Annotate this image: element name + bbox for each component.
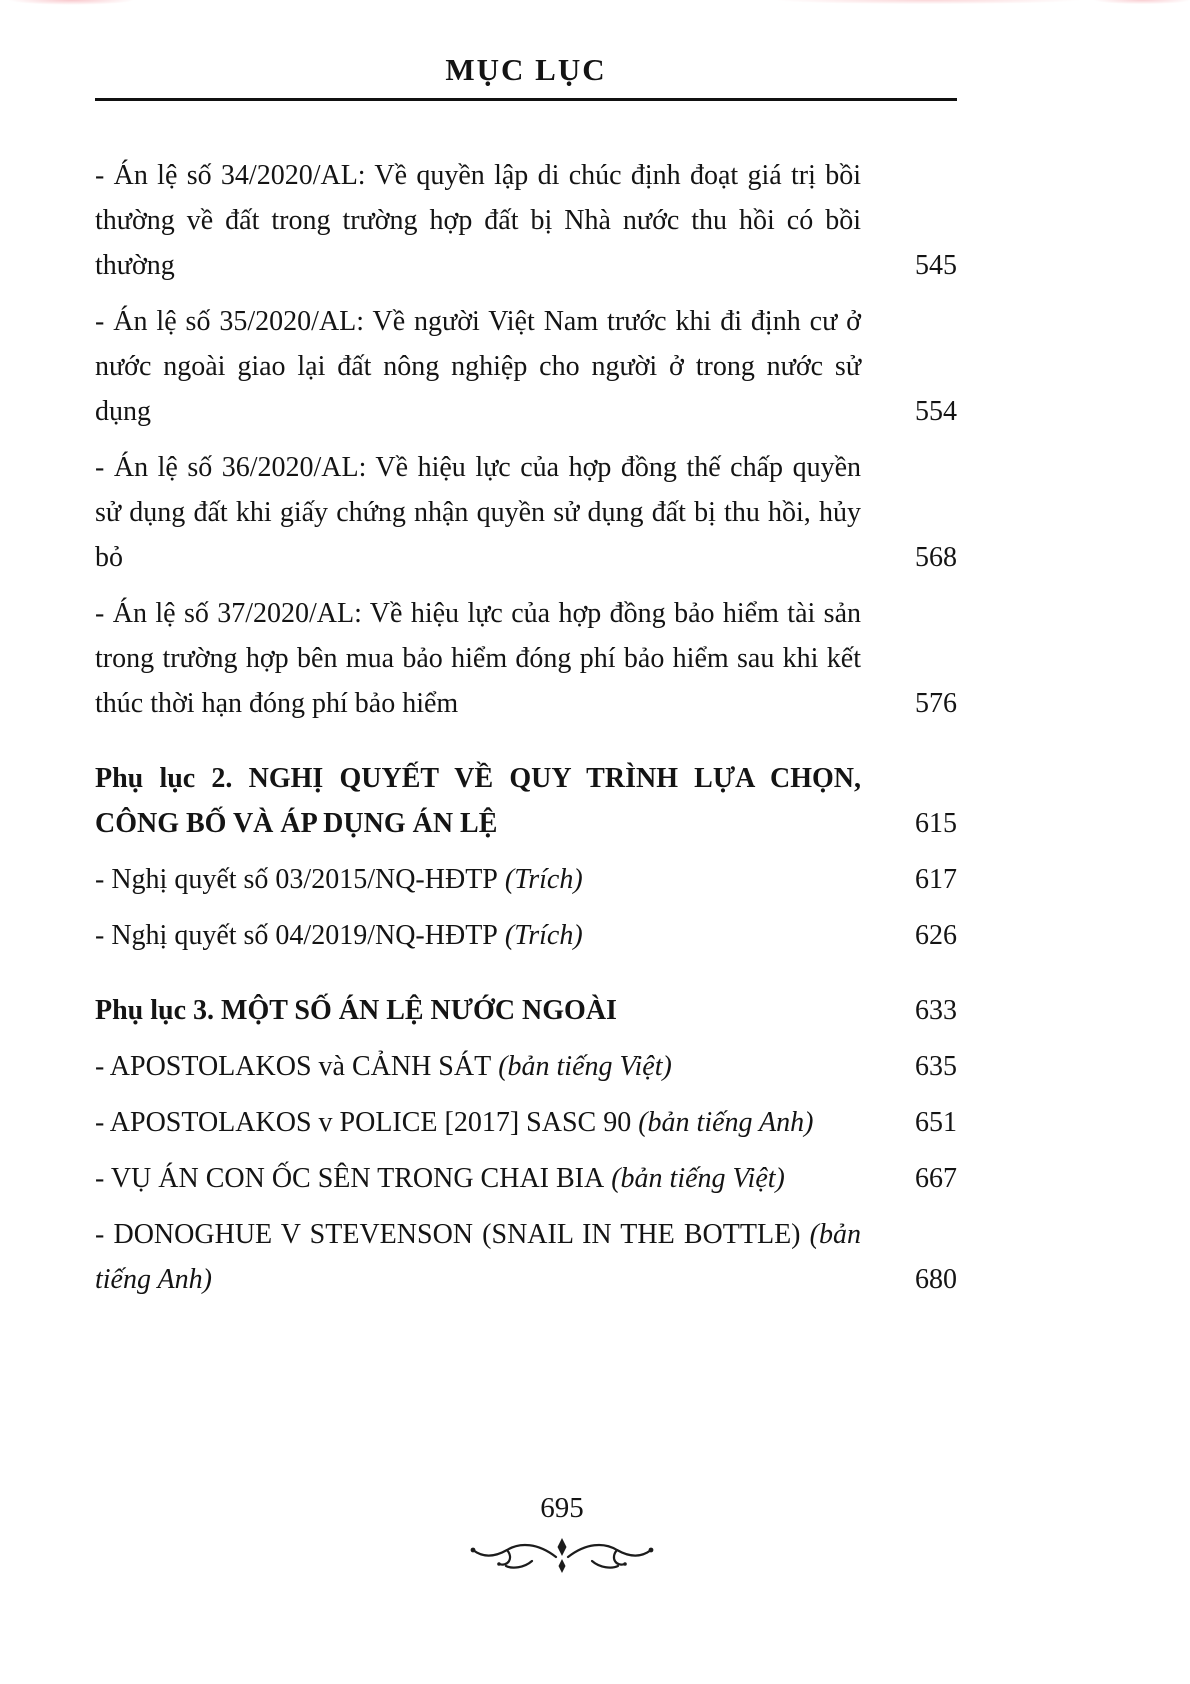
toc-entry-note: (bản tiếng Việt) <box>491 1051 672 1082</box>
toc-entry <box>95 1044 957 1089</box>
flourish-ornament-icon <box>462 1535 662 1584</box>
toc-entry-page: 635 <box>915 1051 957 1082</box>
toc-entry <box>95 1212 957 1302</box>
toc-entry-page: 576 <box>915 688 957 719</box>
toc-entry-text: - Án lệ số 37/2020/AL: Về hiệu lực của hợp đồng bảo hiểm tài sản trong trường hợp bên mua bảo hiểm đóng phí bảo hiểm sau khi kết thúc thời hạn đóng phí bảo hiểm <box>95 598 861 719</box>
page-footer <box>0 1491 1124 1584</box>
toc-entry-text: - Án lệ số 34/2020/AL: Về quyền lập di chúc định đoạt giá trị bồi thường về đất trong trường hợp đất bị Nhà nước thu hồi có bồi thường <box>95 160 861 281</box>
toc-entry-note: (bản tiếng Việt) <box>604 1163 785 1194</box>
page-title: MỤC LỤC <box>95 52 957 101</box>
toc-entry <box>95 913 957 958</box>
toc-entry-page: 568 <box>915 542 957 573</box>
toc-entry-text: - DONOGHUE V STEVENSON (SNAIL IN THE BOTTLE) <box>95 1219 801 1250</box>
toc-entry <box>95 1100 957 1145</box>
toc-entry-note: (bản tiếng Anh) <box>95 1219 861 1295</box>
toc-entry-text: - Nghị quyết số 04/2019/NQ-HĐTP <box>95 920 498 951</box>
toc-entry-text: - APOSTOLAKOS v POLICE [2017] SASC 90 <box>95 1107 632 1138</box>
toc-entry-page: 667 <box>915 1163 957 1194</box>
toc-entry-note: (bản tiếng Anh) <box>631 1107 814 1138</box>
toc-entry-page: 633 <box>915 995 957 1026</box>
toc-entry-page: 545 <box>915 250 957 281</box>
toc-entry-text: - APOSTOLAKOS và CẢNH SÁT <box>95 1051 492 1082</box>
toc-entry-text: Phụ lục 3. MỘT SỐ ÁN LỆ NƯỚC NGOÀI <box>95 995 617 1026</box>
toc-entry <box>95 1156 957 1201</box>
toc-entry <box>95 857 957 902</box>
toc-entry <box>95 445 957 580</box>
toc-entry-text: - Nghị quyết số 03/2015/NQ-HĐTP <box>95 864 498 895</box>
toc-entry-page: 617 <box>915 864 957 895</box>
toc-entry-page: 554 <box>915 396 957 427</box>
toc-entry-page: 651 <box>915 1107 957 1138</box>
toc-entry-page: 615 <box>915 808 957 839</box>
toc-entry <box>95 591 957 726</box>
toc-section-heading <box>95 756 957 846</box>
footer-page-number: 695 <box>540 1492 584 1524</box>
toc-entry-text: - Án lệ số 35/2020/AL: Về người Việt Nam trước khi đi định cư ở nước ngoài giao lại đất nông nghiệp cho người ở trong nước sử dụng <box>95 306 861 427</box>
toc-entry-text: Phụ lục 2. NGHỊ QUYẾT VỀ QUY TRÌNH LỰA CHỌN, CÔNG BỐ VÀ ÁP DỤNG ÁN LỆ <box>95 763 861 839</box>
toc-content <box>95 52 957 1313</box>
scan-artifact <box>0 0 1190 12</box>
toc-entry <box>95 153 957 288</box>
toc-entry-page: 626 <box>915 920 957 951</box>
toc-entry-page: 680 <box>915 1264 957 1295</box>
toc-entry <box>95 299 957 434</box>
toc-entry-text: - VỤ ÁN CON ỐC SÊN TRONG CHAI BIA <box>95 1163 605 1194</box>
toc-entry-note: (Trích) <box>497 864 583 895</box>
toc-entry-note: (Trích) <box>497 920 583 951</box>
toc-entry-text: - Án lệ số 36/2020/AL: Về hiệu lực của hợp đồng thế chấp quyền sử dụng đất khi giấy chứng nhận quyền sử dụng đất bị thu hồi, hủy bỏ <box>95 452 861 573</box>
toc-section-heading <box>95 988 957 1033</box>
